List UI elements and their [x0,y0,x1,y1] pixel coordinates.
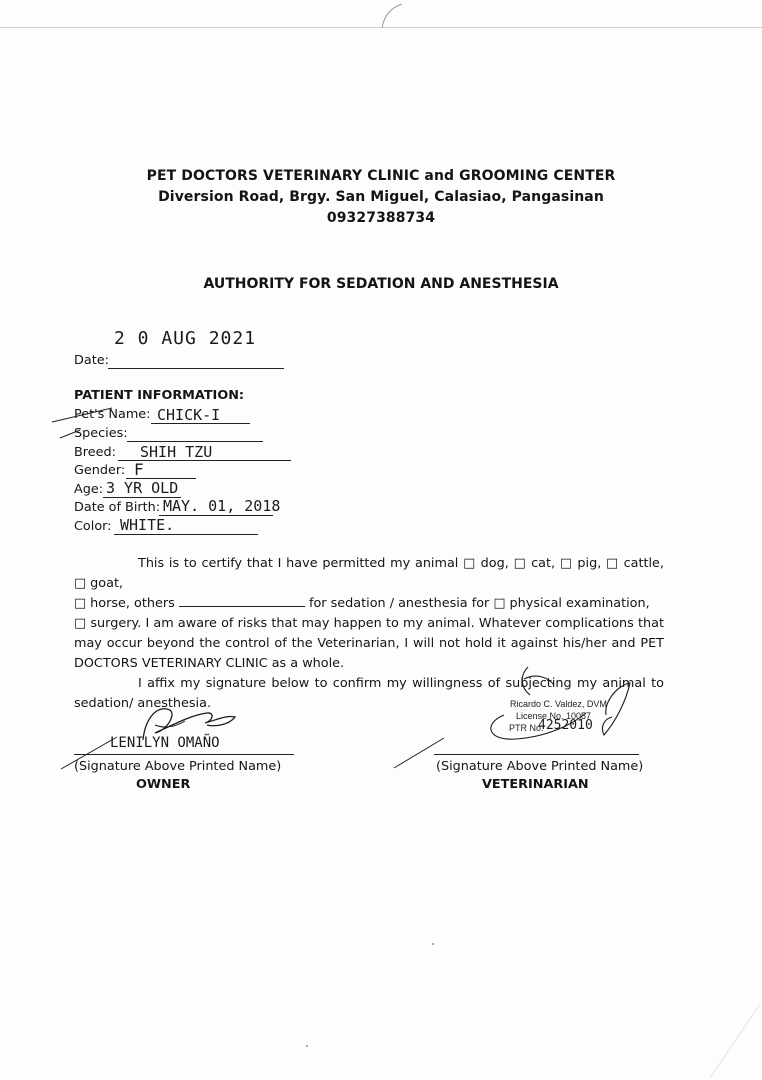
color-line [114,534,258,535]
clinic-address: Diversion Road, Brgy. San Miguel, Calasiao, Pangasinan [158,189,604,205]
vet-stamp-name: Ricardo C. Valdez, DVM [510,699,607,709]
scan-speck [306,1045,308,1047]
pet-name-value: CHICK-I [157,406,221,424]
color-label: Color: [74,519,112,534]
gender-label: Gender: [74,463,126,478]
date-line [108,368,284,369]
species-line [127,441,263,442]
age-value: 3 YR OLD [106,479,179,497]
age-label: Age: [74,482,104,497]
clinic-name: PET DOCTORS VETERINARY CLINIC and GROOMING CENTER [146,168,616,184]
others-blank [179,594,305,607]
date-label: Date: [74,353,109,368]
dob-label: Date of Birth: [74,500,161,515]
pet-name-label: Pet's Name: [74,407,151,422]
certification-line-1: This is to certify that I have permitted my animal □ dog, □ cat, □ pig, □ cattle, □ goat, [74,556,664,591]
scan-mark [370,0,410,30]
date-stamp: 2 0 AUG 2021 [114,328,257,349]
color-value: WHITE. [120,516,175,534]
scan-speck [432,943,434,945]
certification-rest: □ surgery. I am aware of risks that may happen to my animal. Whatever complications that may occur beyond the control of the Veterinarian, I will not hold it against his/her and PET DOCTORS VETERINARY CLINIC as a whole. [74,616,664,671]
pen-strike-marks [48,400,138,450]
document-title: AUTHORITY FOR SEDATION AND ANESTHESIA [203,276,559,292]
dob-value: MAY. 01, 2018 [163,497,281,515]
certification-line-2a: □ horse, others [74,596,175,611]
vet-signature-line [434,754,639,755]
vet-stamp-ptr-label: PTR No. [509,723,544,733]
owner-caption: (Signature Above Printed Name) [74,759,282,774]
vet-stamp-license: License No. 10057 [516,711,592,721]
breed-label: Breed: [74,445,116,460]
owner-printed-name: LENILYN OMAÑO [110,735,220,751]
certification-line-2b: for sedation / anesthesia for □ physical examination, [308,596,650,611]
clinic-phone: 09327388734 [326,210,436,226]
affix-signature-text: I affix my signature below to confirm my willingness of subjecting my animal to sedation/ anesthesia. [74,676,664,711]
breed-value: SHIH TZU [140,443,213,461]
vet-caption: (Signature Above Printed Name) [436,759,644,774]
patient-section-title: PATIENT INFORMATION: [74,388,245,403]
vet-role: VETERINARIAN [482,777,589,792]
gender-value: F [134,460,144,479]
owner-role: OWNER [136,777,191,792]
species-label: Species: [74,426,128,441]
vet-stamp-ptr-value: 4252010 [538,718,593,733]
owner-signature-line [74,754,294,755]
dob-line [159,515,273,516]
scan-corner-mark [700,1000,762,1080]
